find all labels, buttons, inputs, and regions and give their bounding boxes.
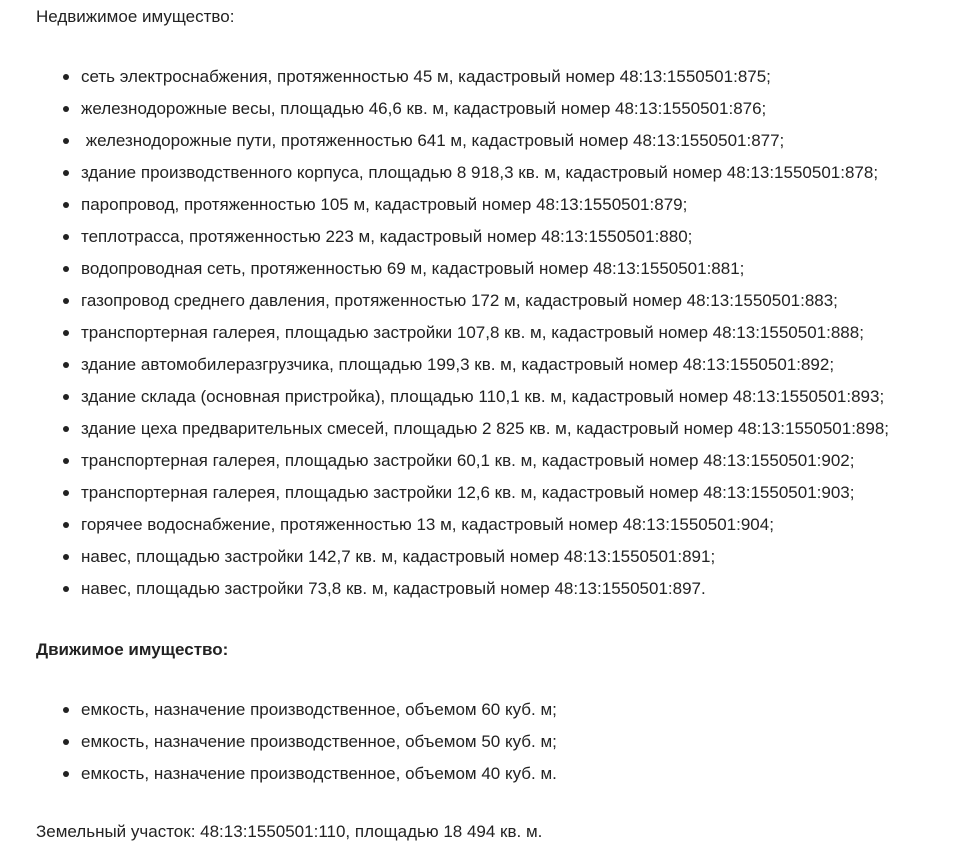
list-item-text: навес, площадью застройки 73,8 кв. м, кадастровый номер 48:13:1550501:897. [81, 579, 706, 598]
list-item [36, 573, 966, 605]
list-item-text: здание склада (основная пристройка), площадью 110,1 кв. м, кадастровый номер 48:13:1550501:893; [81, 387, 885, 406]
list-item-text: железнодорожные пути, протяженностью 641 м, кадастровый номер 48:13:1550501:877; [81, 131, 785, 150]
list-item [36, 541, 966, 573]
list-item [36, 317, 966, 349]
list-item [36, 758, 966, 790]
list-item-text: сеть электроснабжения, протяженностью 45 м, кадастровый номер 48:13:1550501:875; [81, 67, 771, 86]
list-item-text: здание производственного корпуса, площадью 8 918,3 кв. м, кадастровый номер 48:13:1550501:878; [81, 163, 879, 182]
list-item [36, 157, 966, 189]
list-item-text: паропровод, протяженностью 105 м, кадастровый номер 48:13:1550501:879; [81, 195, 688, 214]
real-estate-list [36, 61, 966, 605]
list-item [36, 285, 966, 317]
movable-list [36, 694, 966, 790]
bullet-icon [63, 394, 69, 400]
list-item [36, 221, 966, 253]
list-item-text: емкость, назначение производственное, объемом 40 куб. м. [81, 764, 557, 783]
list-item-text: газопровод среднего давления, протяженностью 172 м, кадастровый номер 48:13:1550501:883; [81, 291, 838, 310]
list-item-text: навес, площадью застройки 142,7 кв. м, кадастровый номер 48:13:1550501:891; [81, 547, 716, 566]
bullet-icon [63, 739, 69, 745]
list-item [36, 349, 966, 381]
bullet-icon [63, 138, 69, 144]
bullet-icon [63, 330, 69, 336]
bullet-icon [63, 554, 69, 560]
list-item [36, 477, 966, 509]
list-item-text: емкость, назначение производственное, объемом 60 куб. м; [81, 700, 557, 719]
bullet-icon [63, 458, 69, 464]
list-item-text: теплотрасса, протяженностью 223 м, кадастровый номер 48:13:1550501:880; [81, 227, 693, 246]
bullet-icon [63, 106, 69, 112]
bullet-icon [63, 426, 69, 432]
list-item [36, 253, 966, 285]
document-body [36, 6, 966, 843]
bullet-icon [63, 234, 69, 240]
list-item [36, 125, 966, 157]
bullet-icon [63, 586, 69, 592]
list-item [36, 381, 966, 413]
bullet-icon [63, 202, 69, 208]
bullet-icon [63, 170, 69, 176]
list-item-text: транспортерная галерея, площадью застройки 60,1 кв. м, кадастровый номер 48:13:1550501:902; [81, 451, 855, 470]
list-item [36, 413, 966, 445]
list-item-text: здание цеха предварительных смесей, площадью 2 825 кв. м, кадастровый номер 48:13:1550501:898; [81, 419, 890, 438]
bullet-icon [63, 298, 69, 304]
bullet-icon [63, 490, 69, 496]
bullet-icon [63, 74, 69, 80]
list-item-text: транспортерная галерея, площадью застройки 12,6 кв. м, кадастровый номер 48:13:1550501:903; [81, 483, 855, 502]
list-item-text: транспортерная галерея, площадью застройки 107,8 кв. м, кадастровый номер 48:13:1550501:888; [81, 323, 864, 342]
list-item [36, 61, 966, 93]
movable-heading: Движимое имущество: [36, 640, 229, 659]
list-item [36, 445, 966, 477]
list-item-text: здание автомобилеразгрузчика, площадью 199,3 кв. м, кадастровый номер 48:13:1550501:892; [81, 355, 835, 374]
land-plot-text: Земельный участок: 48:13:1550501:110, площадью 18 494 кв. м. [36, 822, 543, 841]
list-item-text: железнодорожные весы, площадью 46,6 кв. м, кадастровый номер 48:13:1550501:876; [81, 99, 767, 118]
bullet-icon [63, 266, 69, 272]
list-item-text: горячее водоснабжение, протяженностью 13 м, кадастровый номер 48:13:1550501:904; [81, 515, 774, 534]
list-item-text: водопроводная сеть, протяженностью 69 м, кадастровый номер 48:13:1550501:881; [81, 259, 745, 278]
list-item [36, 189, 966, 221]
bullet-icon [63, 771, 69, 777]
list-item [36, 93, 966, 125]
list-item [36, 694, 966, 726]
bullet-icon [63, 522, 69, 528]
bullet-icon [63, 362, 69, 368]
list-item-text: емкость, назначение производственное, объемом 50 куб. м; [81, 732, 557, 751]
list-item [36, 726, 966, 758]
bullet-icon [63, 707, 69, 713]
list-item [36, 509, 966, 541]
real-estate-heading: Недвижимое имущество: [36, 7, 235, 26]
